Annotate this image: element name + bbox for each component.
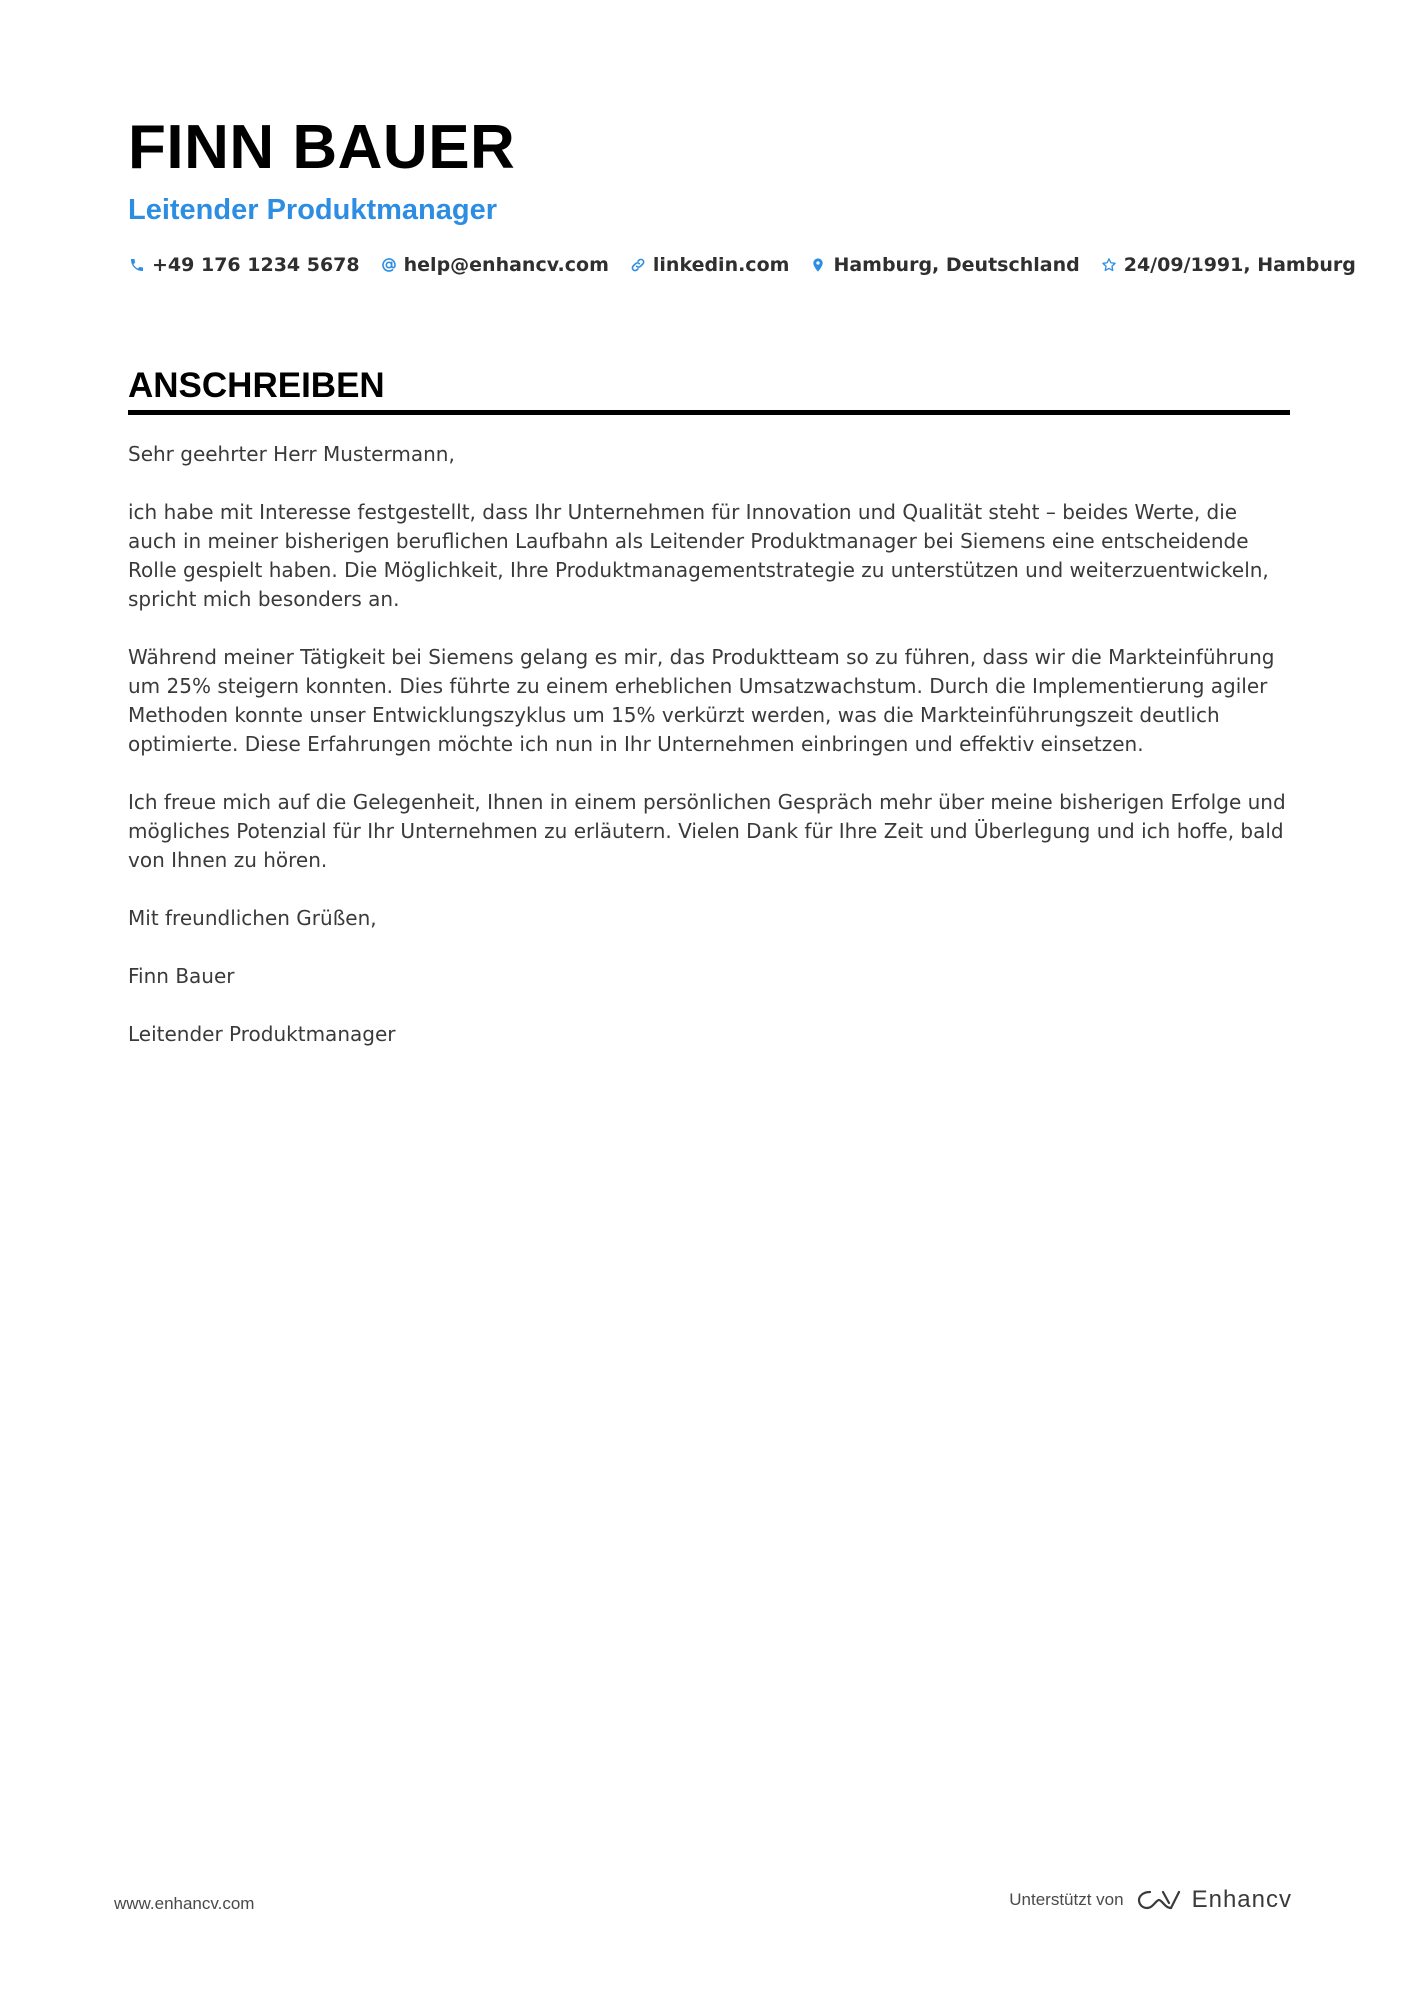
contact-linkedin [629, 254, 790, 276]
contact-phone-text: +49 176 1234 5678 [152, 254, 360, 276]
letter-paragraph: Ich freue mich auf die Gelegenheit, Ihnen in einem persönlichen Gespräch mehr über meine bisherigen Erfolge und mögliches Potenzial für Ihr Unternehmen zu erläutern. Vielen Dank für Ihre Zeit und Überlegung und ich hoffe, bald von Ihnen zu hören. [128, 790, 1286, 872]
letter-salutation: Sehr geehrter Herr Mustermann, [128, 442, 455, 466]
contact-bar [128, 254, 1376, 276]
contact-birth-text: 24/09/1991, Hamburg [1123, 254, 1356, 276]
letter-closing: Mit freundlichen Grüßen, [128, 906, 377, 930]
contact-linkedin-text: linkedin.com [652, 254, 790, 276]
section-divider [128, 410, 1290, 415]
contact-location [809, 254, 1079, 276]
contact-location-text: Hamburg, Deutschland [833, 254, 1080, 276]
letter-paragraph: Während meiner Tätigkeit bei Siemens gelang es mir, das Produktteam so zu führen, dass wir die Markteinführung um 25% steigern konnten. Dies führte zu einem erheblichen Umsatzwachstum. Durch die Implementierung agiler Methoden konnte unser Entwicklungszyklus um 15% verkürzt werden, was die Markteinführungszeit deutlich optimierte. Diese Erfahrungen möchte ich nun in Ihr Unternehmen einbringen und effektiv einsetzen. [128, 645, 1275, 756]
contact-phone [128, 254, 360, 276]
location-icon [809, 256, 827, 274]
contact-birth [1100, 254, 1356, 276]
footer-website[interactable]: www.enhancv.com [114, 1894, 255, 1913]
contact-email-text: help@enhancv.com [403, 254, 609, 276]
signature-name: Finn Bauer [128, 964, 235, 988]
signature-title: Leitender Produktmanager [128, 1022, 396, 1046]
powered-by-label: Unterstützt von [1009, 1890, 1124, 1909]
contact-email [380, 254, 609, 276]
candidate-role: Leitender Produktmanager [128, 194, 498, 226]
letter-paragraph: ich habe mit Interesse festgestellt, dass Ihr Unternehmen für Innovation und Qualität steht – beides Werte, die auch in meiner bisherigen beruflichen Laufbahn als Leitender Produktmanager bei Siemens eine entscheidende Rolle gespielt haben. Die Möglichkeit, Ihre Produktmanagementstrategie zu unterstützen und weiterzuentwickeln, spricht mich besonders an. [128, 500, 1269, 611]
section-title: ANSCHREIBEN [128, 366, 385, 405]
candidate-name: FINN BAUER [128, 113, 516, 182]
at-icon [380, 256, 398, 274]
phone-icon [128, 256, 146, 274]
link-icon [629, 256, 647, 274]
brand-name: Enhancv [1191, 1886, 1292, 1913]
enhancv-logo-icon [1136, 1886, 1182, 1914]
star-icon [1100, 256, 1118, 274]
letter-body [128, 440, 1290, 1078]
footer-branding [1009, 1886, 1292, 1914]
